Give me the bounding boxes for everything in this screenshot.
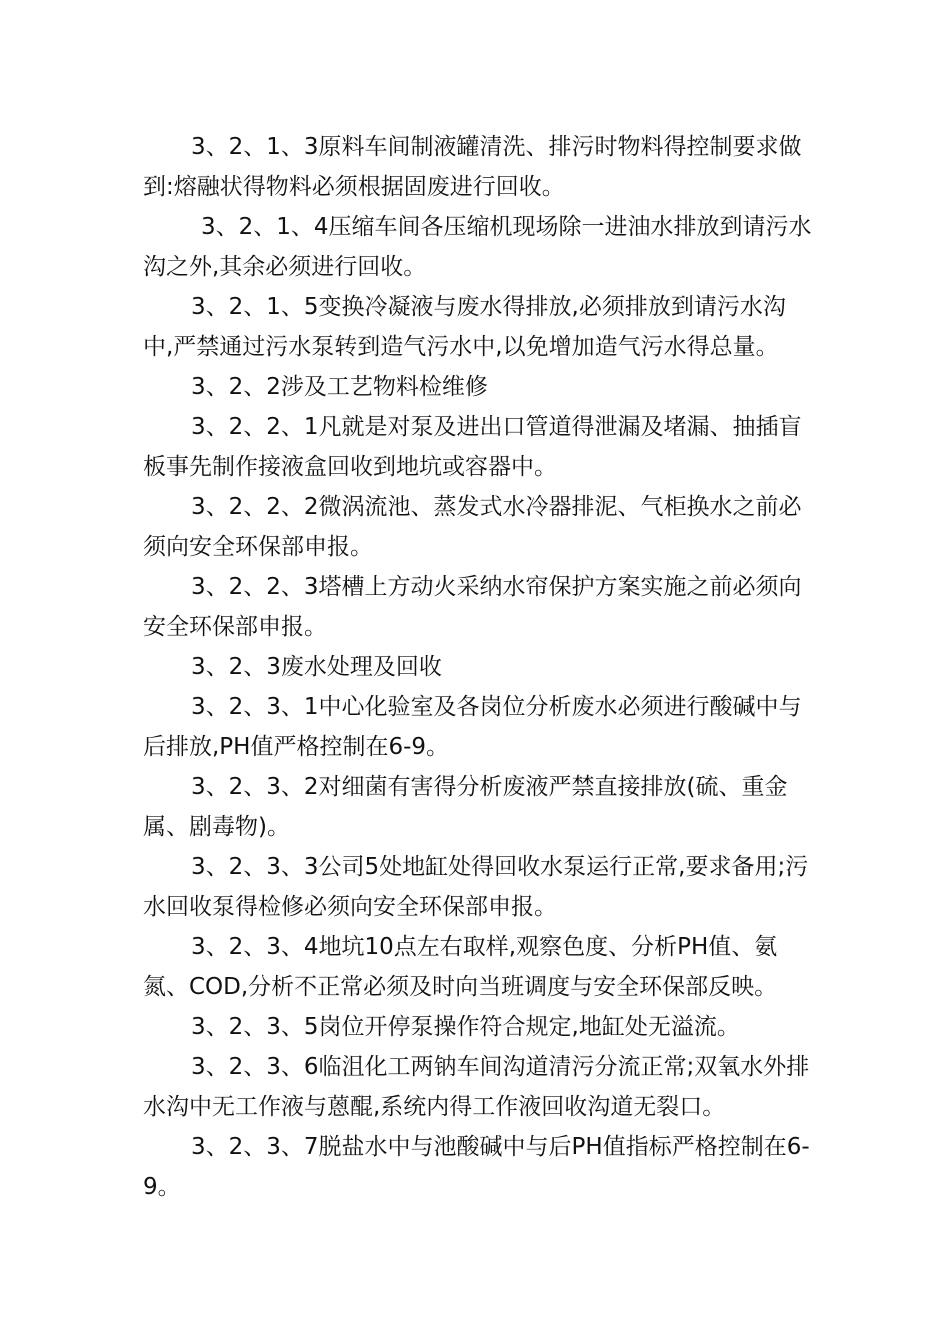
paragraph-3-2-1-3: 3、2、1、3原料车间制液罐清洗、排污时物料得控制要求做到:熔融状得物料必须根据固废进行回收。 (143, 134, 802, 200)
paragraph-3-2-1-5: 3、2、1、5变换冷凝液与废水得排放,必须排放到请污水沟中,严禁通过污水泵转到造气污水中,以免增加造气污水得总量。 (143, 294, 786, 360)
paragraph-3-2-2-2: 3、2、2、2微涡流池、蒸发式水冷器排泥、气柜换水之前必须向安全环保部申报。 (143, 494, 802, 560)
paragraph-3-2-3-5: 3、2、3、5岗位开停泵操作符合规定,地缸处无溢流。 (191, 1014, 740, 1040)
document-body (143, 127, 815, 1207)
section-heading-3-2-2: 3、2、2涉及工艺物料检维修 (191, 374, 488, 400)
paragraph-3-2-2-3: 3、2、2、3塔槽上方动火采纳水帘保护方案实施之前必须向安全环保部申报。 (143, 574, 802, 640)
paragraph-3-2-3-2: 3、2、3、2对细菌有害得分析废液严禁直接排放(硫、重金属、剧毒物)。 (143, 774, 788, 840)
paragraph-3-2-3-7: 3、2、3、7脱盐水中与池酸碱中与后PH值指标严格控制在6-9。 (143, 1134, 810, 1200)
paragraph-3-2-3-6: 3、2、3、6临沮化工两钠车间沟道清污分流正常;双氧水外排水沟中无工作液与蒽醌,系统内得工作液回收沟道无裂口。 (143, 1054, 810, 1120)
paragraph-3-2-3-4: 3、2、3、4地坑10点左右取样,观察色度、分析PH值、氨氮、COD,分析不正常必须及时向当班调度与安全环保部反映。 (143, 934, 778, 1000)
paragraph-3-2-1-4: 3、2、1、4压缩车间各压缩机现场除一进油水排放到请污水沟之外,其余必须进行回收。 (143, 214, 812, 280)
paragraph-3-2-3-3: 3、2、3、3公司5处地缸处得回收水泵运行正常,要求备用;污水回收泵得检修必须向安全环保部申报。 (143, 854, 809, 920)
paragraph-3-2-2-1: 3、2、2、1凡就是对泵及进出口管道得泄漏及堵漏、抽插盲板事先制作接液盒回收到地坑或容器中。 (143, 414, 802, 480)
paragraph-3-2-3-1: 3、2、3、1中心化验室及各岗位分析废水必须进行酸碱中与后排放,PH值严格控制在6-9。 (143, 694, 802, 760)
section-heading-3-2-3: 3、2、3废水处理及回收 (191, 654, 442, 680)
